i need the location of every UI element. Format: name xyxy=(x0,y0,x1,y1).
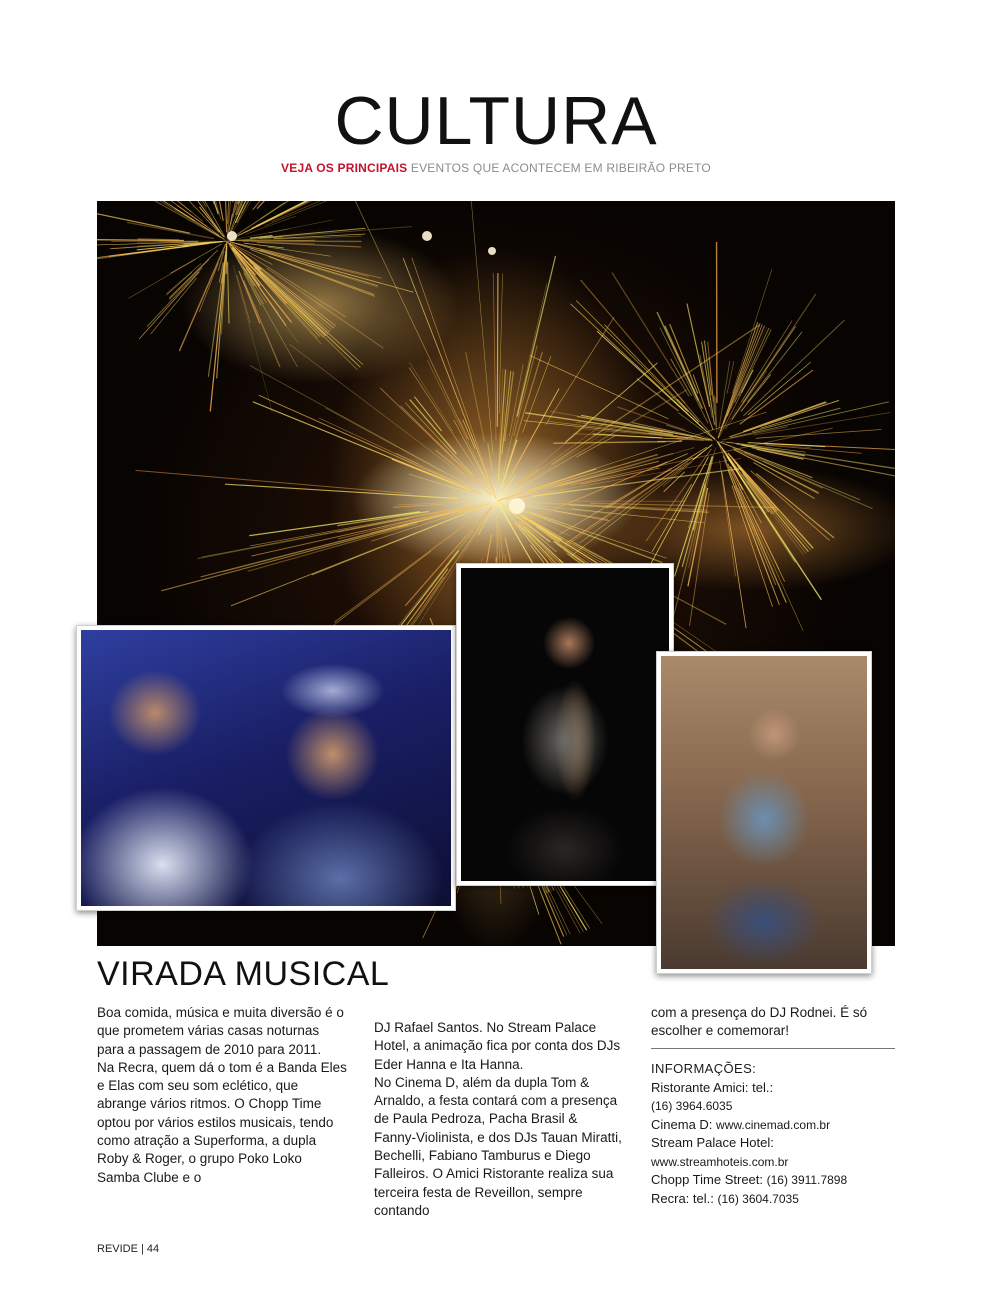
band-photo xyxy=(76,625,456,911)
article-paragraph: No Cinema D, além da dupla Tom & Arnaldo, a festa contará com a presença de Paula Pedroza, Pacha Brasil & Fanny-Violinista, e dos DJs Tauan Miratti, Bechelli, Fabiano Tamburus e Diego Falleiros. O Amici Ristorante realiza sua terceira festa de Reveillon, sempre contando xyxy=(374,1074,622,1218)
spark-line xyxy=(238,201,274,204)
spark-line xyxy=(558,453,674,485)
spark-glow xyxy=(227,231,237,241)
spark-line xyxy=(355,201,468,439)
spark-line xyxy=(199,263,218,312)
info-label: Cinema D: xyxy=(651,1116,717,1132)
spark-line xyxy=(593,434,663,438)
spark-glow xyxy=(422,231,432,241)
spark-line xyxy=(514,490,566,498)
spark-line xyxy=(410,400,457,454)
spark-line xyxy=(689,448,716,568)
article-column-1 xyxy=(97,1004,347,1187)
page-title: CULTURA xyxy=(334,83,658,159)
spark-line xyxy=(723,456,786,603)
article-paragraph: Na Recra, quem dá o tom é a Banda Eles e Elas com seu som eclético, que abrange vários ritmos. O Chopp Time optou por vários estilos musicais, tendo como atração a Superforma, a dupla Roby & Roger, o grupo Poko Loko Samba Clube e o xyxy=(97,1059,347,1185)
spark-line xyxy=(135,470,411,493)
spark-line xyxy=(259,273,323,337)
article-paragraph: com a presença do DJ Rodnei. É só escolher e comemorar! xyxy=(651,1005,868,1039)
spark-line xyxy=(677,399,699,422)
spark-line xyxy=(718,380,748,439)
spark-line xyxy=(497,273,498,427)
spark-line xyxy=(171,244,222,273)
spark-line xyxy=(244,201,380,233)
dj-portrait-photo xyxy=(456,563,674,886)
spark-line xyxy=(552,325,760,465)
info-divider xyxy=(651,1048,895,1049)
spark-line xyxy=(553,442,665,443)
spark-line xyxy=(128,201,221,232)
info-label: Recra: tel.: xyxy=(651,1190,718,1206)
spark-line xyxy=(571,304,683,409)
spark-line xyxy=(501,440,517,489)
spark-line xyxy=(427,360,458,422)
article-paragraph: DJ Rafael Santos. No Stream Palace Hotel, a animação fica por conta dos DJs Eder Hanna e Ita Hanna. xyxy=(374,1020,621,1072)
spark-line xyxy=(488,444,492,471)
spark-line xyxy=(565,466,681,547)
spark-glow xyxy=(509,498,525,514)
spark-line xyxy=(250,366,469,486)
spark-line xyxy=(606,447,706,508)
info-line xyxy=(651,1190,911,1209)
spark-line xyxy=(525,413,673,435)
spark-line xyxy=(231,504,490,606)
spark-line xyxy=(139,272,199,339)
info-phone: (16) 3911.7898 xyxy=(766,1173,848,1187)
spark-line xyxy=(97,201,195,221)
spark-line xyxy=(398,501,492,505)
spark-line xyxy=(169,250,217,298)
spark-line xyxy=(244,243,284,248)
spark-line xyxy=(660,327,708,423)
spark-line xyxy=(97,210,190,233)
spark-line xyxy=(743,294,816,403)
spark-glow xyxy=(488,247,496,255)
spark-line xyxy=(414,397,441,431)
spark-line xyxy=(727,326,764,417)
spark-line xyxy=(527,454,658,492)
subtitle-accent: VEJA OS PRINCIPAIS xyxy=(281,161,408,175)
article-column-3 xyxy=(651,1004,895,1041)
info-line: Stream Palace Hotel: xyxy=(651,1135,774,1150)
spark-line xyxy=(702,342,715,425)
info-website: www.cinemad.com.br xyxy=(716,1117,831,1132)
spark-line xyxy=(459,418,469,439)
subtitle-rest: EVENTOS QUE ACONTECEM EM RIBEIRÃO PRETO xyxy=(407,161,711,175)
spark-line xyxy=(267,268,384,348)
spark-line xyxy=(727,361,734,394)
spark-line xyxy=(260,250,414,292)
spark-line xyxy=(97,201,191,212)
spark-line xyxy=(225,484,458,498)
spark-line xyxy=(269,229,289,233)
info-phone: (16) 3964.6035 xyxy=(651,1099,733,1113)
article-paragraph: Boa comida, música e muita diversão é o que prometem várias casas noturnas para a passagem de 2010 para 2011. xyxy=(97,1005,344,1057)
info-website: www.streamhoteis.com.br xyxy=(651,1154,789,1169)
article-column-2 xyxy=(374,1019,622,1220)
spark-line xyxy=(576,300,688,412)
page-footer: REVIDE | 44 xyxy=(97,1243,160,1255)
spark-line xyxy=(514,345,537,436)
spark-line xyxy=(457,421,489,487)
dj-seated-photo xyxy=(656,651,872,974)
info-line xyxy=(651,1116,911,1135)
info-line: Ristorante Amici: tel.: xyxy=(651,1079,774,1095)
spark-line xyxy=(412,258,497,499)
info-box xyxy=(651,1060,911,1208)
spark-line xyxy=(436,450,469,478)
spark-line xyxy=(581,280,686,403)
spark-line xyxy=(251,201,338,229)
spark-line xyxy=(721,323,760,430)
spark-line xyxy=(517,256,555,416)
spark-line xyxy=(222,201,226,232)
spark-line xyxy=(722,472,746,629)
spark-line xyxy=(754,412,891,434)
info-phone: (16) 3604.7035 xyxy=(717,1191,799,1206)
spark-line xyxy=(493,273,496,440)
spark-line xyxy=(731,327,767,410)
spark-line xyxy=(228,262,229,324)
spark-line xyxy=(732,269,772,393)
spark-line xyxy=(253,402,471,491)
spark-line xyxy=(522,424,588,479)
spark-line xyxy=(612,272,689,396)
info-label: Chopp Time Street: xyxy=(651,1172,767,1187)
page-subtitle xyxy=(0,161,992,175)
article-title: VIRADA MUSICAL xyxy=(97,955,390,993)
spark-line xyxy=(264,227,412,239)
spark-line xyxy=(470,201,493,454)
spark-line xyxy=(202,506,470,557)
spark-line xyxy=(693,457,712,530)
spark-line xyxy=(505,372,514,442)
spark-line xyxy=(129,259,196,298)
info-line xyxy=(651,1171,911,1190)
info-heading: INFORMAÇÕES: xyxy=(651,1061,757,1076)
